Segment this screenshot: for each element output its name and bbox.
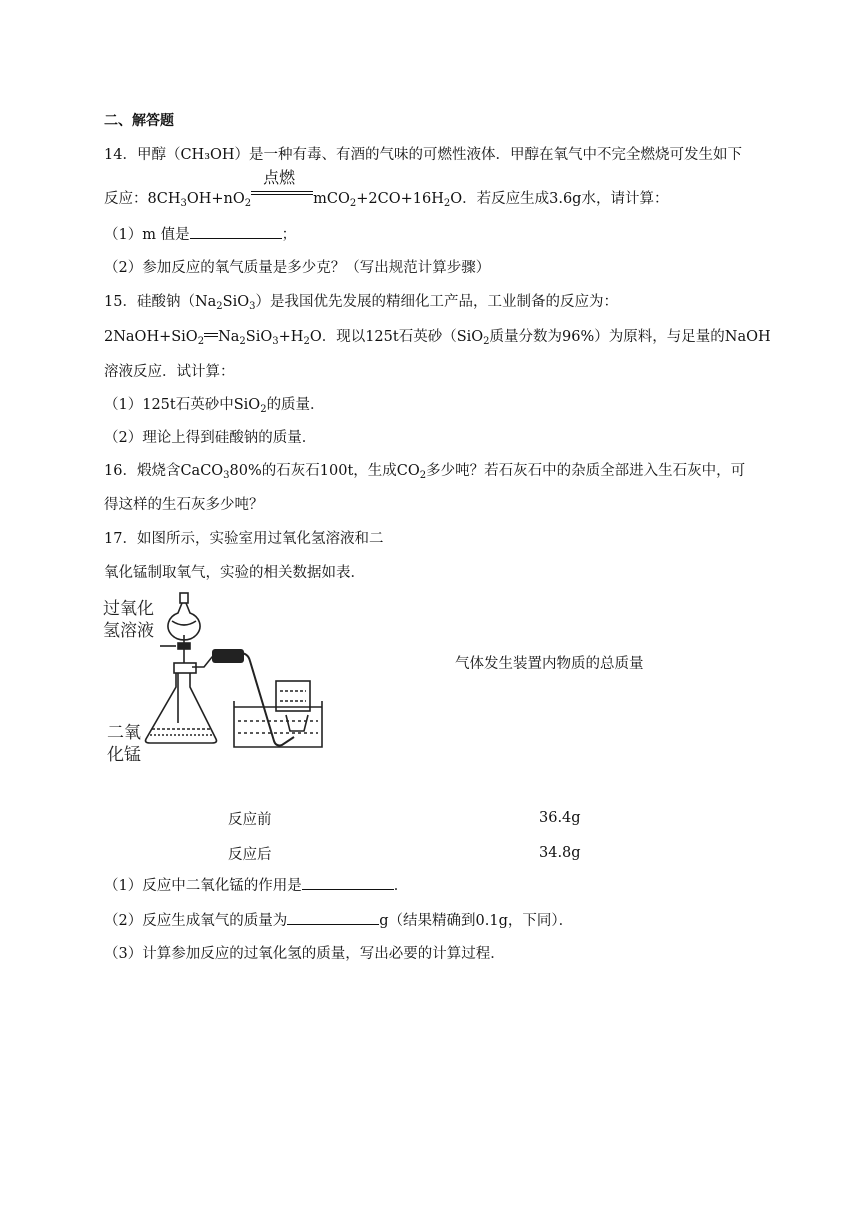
q15-sub2: （2）理论上得到硅酸钠的质量． <box>104 430 317 446</box>
funnel-stopper <box>180 593 188 603</box>
q16-line1: 16．煅烧含CaCO$_3$80%的石灰石100t，生成$CO_2$多少吨？若石灰石中的杂质全部进入生石灰中，可 <box>104 463 746 481</box>
q16-line2: 得这样的生石灰多少吨？ <box>104 497 264 513</box>
figure-label: 氢溶液 <box>103 621 154 641</box>
q15-equation-line: 2NaOH+SiO$_2$ $Na_2SiO_3+H_2O$．现以125t石英砂（SiO$_2$质量分数为96%）为原料，与足量的NaOH <box>104 329 771 347</box>
reaction-condition: 点燃 <box>251 183 313 203</box>
answer-blank[interactable] <box>302 875 394 890</box>
answer-blank[interactable] <box>287 910 379 925</box>
q14-sub2: （2）参加反应的氧气质量是多少克？（写出规范计算步骤） <box>104 260 491 276</box>
q14-line1: 14．甲醇（CH₃OH）是一种有毒、有酒的气味的可燃性液体．甲醇在氧气中不完全燃烧可发生如下 <box>104 147 743 163</box>
q17-sub2: （2）反应生成氧气的质量为 g（结果精确到0.1g，下同）． <box>104 910 573 931</box>
conical-flask <box>146 673 217 743</box>
table-row-value: 34.8g <box>539 845 581 861</box>
figure-label: 二氧 <box>107 723 141 743</box>
table-row-label: 反应前 <box>228 812 272 828</box>
q17-sub1: （1）反应中二氧化锰的作用是 ． <box>104 875 408 896</box>
q15-line1: 15．硅酸钠$(Na_2SiO_3)$是我国优先发展的精细化工产品，工业制备的反应为： <box>104 294 619 312</box>
equals-sign <box>204 327 218 341</box>
apparatus-figure <box>100 591 326 767</box>
q15-sub1: （1）125t石英砂中SiO$_2$的质量． <box>104 397 325 415</box>
table-header: 气体发生装置内物质的总质量 <box>455 656 644 672</box>
figure-label: 化锰 <box>107 745 141 765</box>
section-title: 二、解答题 <box>104 113 174 129</box>
rubber-stopper <box>174 663 196 673</box>
figure-label: 过氧化 <box>103 599 154 619</box>
q14-equation-line: 反应：$8CH_3OH+nO_2$ 点燃 $mCO_2+2CO+16H_2O$．若反应生成3.6g水，请计算： <box>104 168 669 209</box>
q17-line2: 氧化锰制取氧气，实验的相关数据如表． <box>104 565 365 581</box>
water-trough <box>234 701 322 747</box>
answer-blank[interactable] <box>190 224 282 239</box>
table-row-label: 反应后 <box>228 847 272 863</box>
q17-sub3: （3）计算参加反应的过氧化氢的质量，写出必要的计算过程． <box>104 946 505 962</box>
rubber-tube <box>212 649 244 663</box>
q15-line3: 溶液反应．试计算： <box>104 364 235 380</box>
q17-line1: 17．如图所示，实验室用过氧化氢溶液和二 <box>104 531 384 547</box>
q14-sub1: （1）m 值是 ； <box>104 224 296 245</box>
table-row-value: 36.4g <box>539 810 581 826</box>
apparatus-diagram <box>100 591 326 767</box>
